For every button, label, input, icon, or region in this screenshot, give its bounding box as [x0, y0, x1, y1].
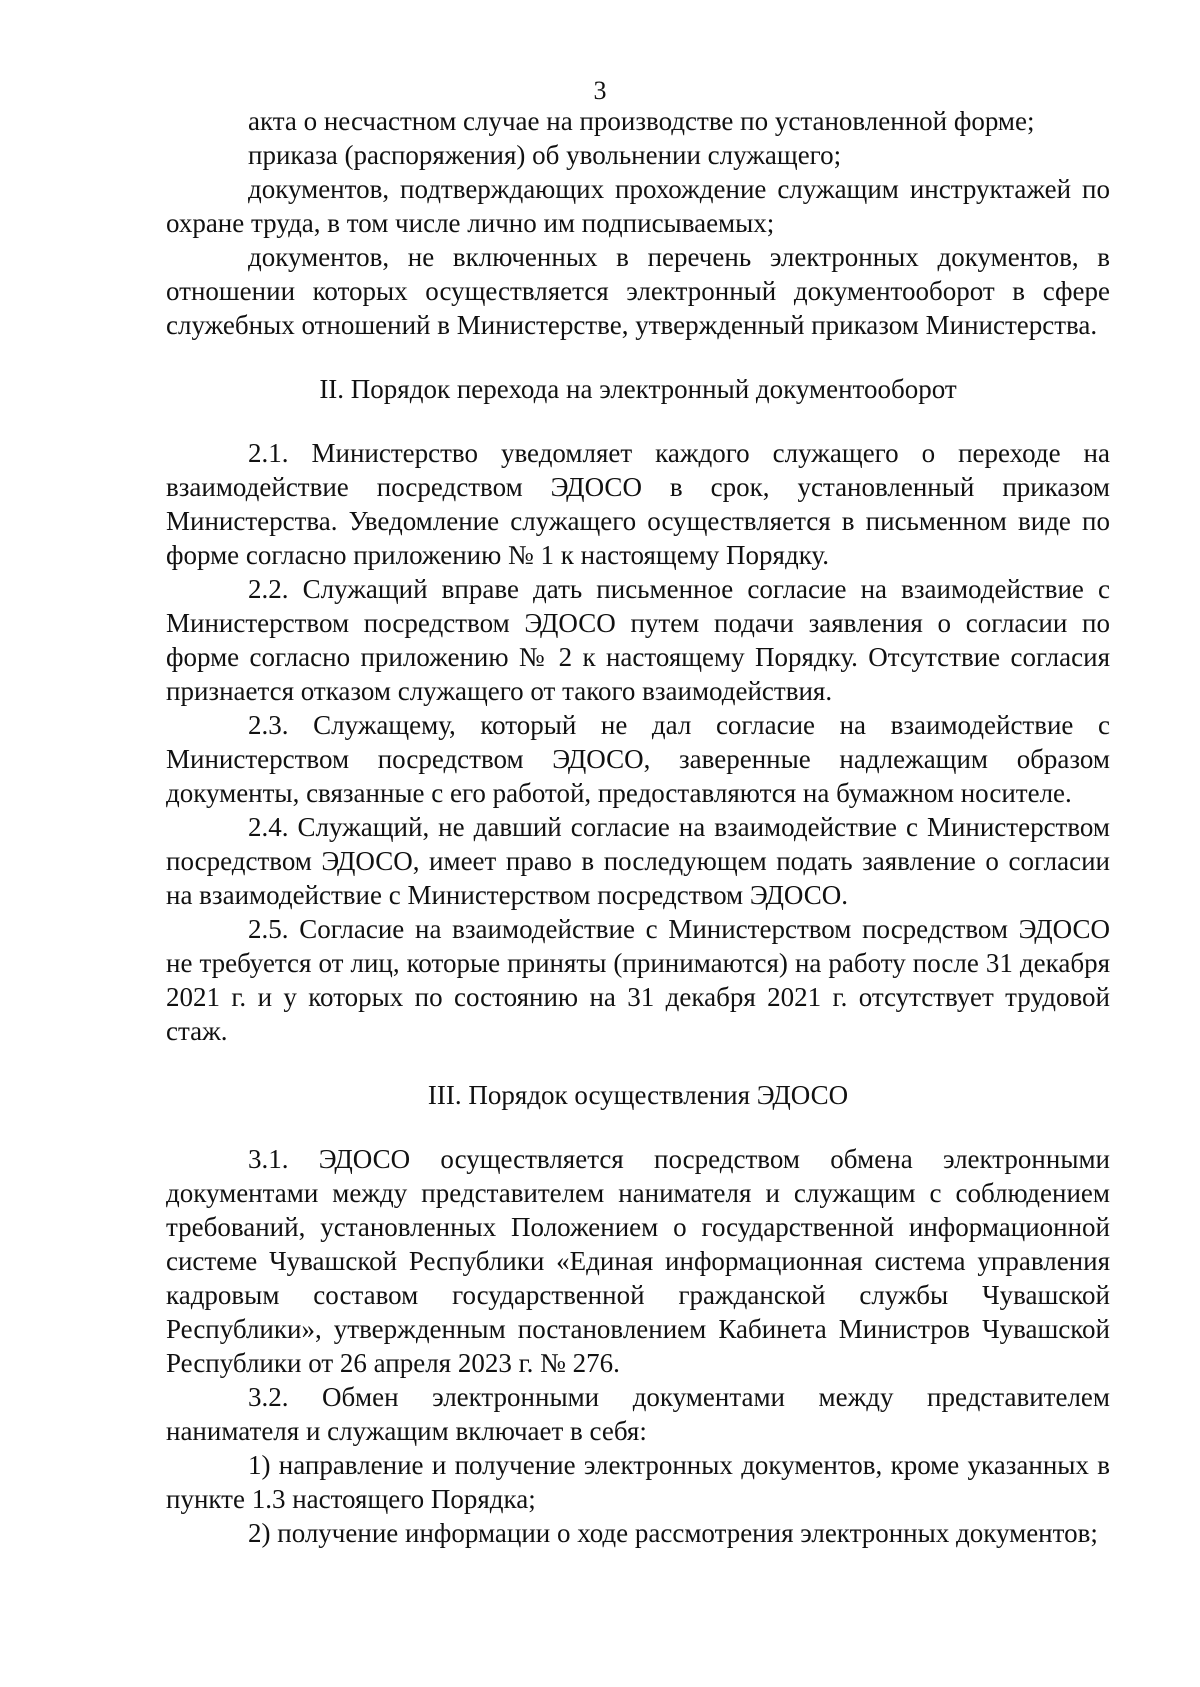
clause-2-3: 2.3. Служащему, который не дал согласие на взаимодействие с Министерством посредством ЭДОСО, заверенные надлежащим образом документы, связанные с его работой, предоставляются на бумажном носителе. — [166, 710, 1110, 808]
clause-2-4: 2.4. Служащий, не давший согласие на взаимодействие с Министерством посредством ЭДОСО, имеет право в последующем подать заявление о согласии на взаимодействие с Министерством посредством ЭДОСО. — [166, 812, 1110, 910]
clause-2-2: 2.2. Служащий вправе дать письменное согласие на взаимодействие с Министерством посредством ЭДОСО путем подачи заявления о согласии по форме согласно приложению № 2 к настоящему Порядку. Отсутствие согласия признается отказом служащего от такого взаимодействия. — [166, 574, 1110, 706]
section-heading-2: II. Порядок перехода на электронный документооборот — [319, 374, 957, 404]
clause-3-1: 3.1. ЭДОСО осуществляется посредством обмена электронными документами между представителем нанимателя и служащим с соблюдением требований, установленных Положением о государственной информационной системе Чувашской Республики «Единая информационная система управления кадровым составом государственной гражданской службы Чувашской Республики», утвержденным постановлением Кабинета Министров Чувашской Республики от 26 апреля 2023 г. № 276. — [166, 1144, 1110, 1378]
spacer — [166, 406, 1110, 436]
list-item: документов, подтверждающих прохождение служащим инструктажей по охране труда, в том числе лично им подписываемых; — [166, 174, 1110, 238]
clause-2-5: 2.5. Согласие на взаимодействие с Министерством посредством ЭДОСО не требуется от лиц, которые приняты (принимаются) на работу после 31 декабря 2021 г. и у которых по состоянию на 31 декабря 2021 г. отсутствует трудовой стаж. — [166, 914, 1110, 1046]
clause-3-2: 3.2. Обмен электронными документами между представителем нанимателя и служащим включает в себя: — [166, 1382, 1110, 1446]
list-item: акта о несчастном случае на производстве по установленной форме; — [248, 106, 1035, 136]
spacer — [166, 1112, 1110, 1142]
list-item: приказа (распоряжения) об увольнении служащего; — [248, 140, 842, 170]
page-content — [166, 104, 1110, 1550]
page-number: 3 — [593, 76, 607, 105]
list-item: документов, не включенных в перечень электронных документов, в отношении которых осуществляется электронный документооборот в сфере служебных отношений в Министерстве, утвержденный приказом Министерства. — [166, 242, 1110, 340]
list-item: 1) направление и получение электронных документов, кроме указанных в пункте 1.3 настоящего Порядка; — [166, 1450, 1110, 1514]
spacer — [166, 342, 1110, 372]
section-heading-3: III. Порядок осуществления ЭДОСО — [427, 1080, 849, 1110]
clause-2-1: 2.1. Министерство уведомляет каждого служащего о переходе на взаимодействие посредством ЭДОСО в срок, установленный приказом Министерства. Уведомление служащего осуществляется в письменном виде по форме согласно приложению № 1 к настоящему Порядку. — [166, 438, 1110, 570]
list-item: 2) получение информации о ходе рассмотрения электронных документов; — [248, 1518, 1098, 1548]
spacer — [166, 1048, 1110, 1078]
